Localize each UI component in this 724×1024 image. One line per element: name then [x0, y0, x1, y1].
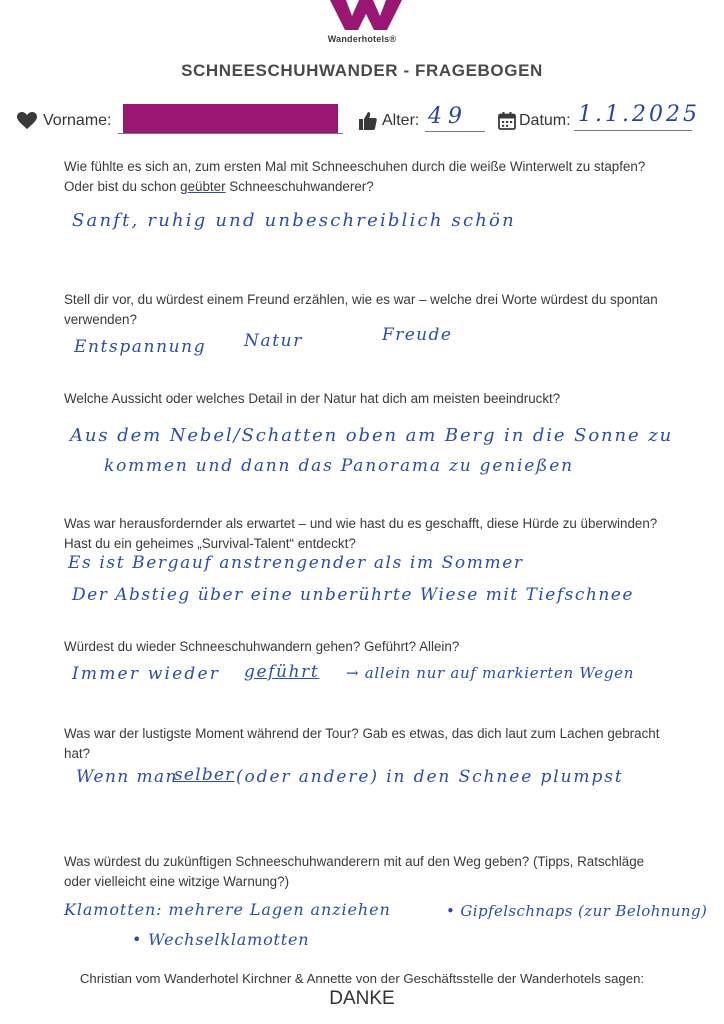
answer-5-part-3: → allein nur auf markierten Wegen	[346, 664, 635, 682]
question-4: Was war herausfordernder als erwartet – und wie hast du es geschafft, diese Hürde zu überwinden? Hast du ein geheimes „Survival-Talent“ entdeckt?	[64, 516, 658, 551]
question-3: Welche Aussicht oder welches Detail in der Natur hat dich am meisten beeindruckt?	[64, 391, 561, 406]
answer-7-tip-2: • Gipfelschnaps (zur Belohnung)	[446, 902, 708, 920]
datum-value: 1.1.2025	[578, 102, 700, 127]
answer-4-line-1: Es ist Bergauf anstrengender als im Sommer	[68, 553, 524, 573]
question-1: Wie fühlte es sich an, zum ersten Mal mit Schneeschuhen durch die weiße Winterwelt zu stapfen? Oder bist du schon geübter Schneeschuhwanderer?	[64, 159, 646, 194]
question-5: Würdest du wieder Schneeschuhwandern gehen? Geführt? Allein?	[64, 639, 460, 654]
vorname-label: Vorname:	[43, 112, 112, 129]
vorname-line	[118, 133, 343, 134]
brand-name: Wanderhotels®	[327, 34, 397, 44]
answer-3-line-1: Aus dem Nebel/Schatten oben am Berg in die Sonne zu	[70, 425, 674, 446]
answer-5-part-1: Immer wieder	[72, 664, 221, 684]
answer-2-word-2: Natur	[244, 331, 303, 351]
footer-text: Christian vom Wanderhotel Kirchner & Annette von der Geschäftsstelle der Wanderhotels sagen:	[79, 971, 645, 986]
answer-6-part-2: selber	[174, 765, 235, 785]
vorname-redaction	[123, 104, 338, 134]
thanks-text: DANKE	[329, 988, 395, 1009]
thumbs-up-icon	[359, 112, 377, 130]
alter-label: Alter:	[382, 112, 420, 129]
answer-6-part-1: Wenn man	[76, 767, 178, 787]
calendar-icon	[498, 112, 516, 130]
answer-3-line-2: kommen und dann das Panorama zu genießen	[104, 456, 574, 476]
answer-2-word-1: Entspannung	[74, 337, 207, 357]
datum-label: Datum:	[519, 112, 571, 129]
question-6: Was war der lustigste Moment während der Tour? Gab es etwas, das dich laut zum Lachen gebracht hat?	[64, 726, 660, 761]
heart-icon	[17, 112, 37, 130]
answer-2-word-3: Freude	[382, 325, 453, 345]
datum-line	[574, 130, 692, 131]
question-7: Was würdest du zukünftigen Schneeschuhwanderern mit auf den Weg geben? (Tipps, Ratschläge oder vielleicht eine witzige Warnung?)	[64, 854, 645, 889]
answer-4-line-2: Der Abstieg über eine unberührte Wiese mit Tiefschnee	[72, 585, 634, 605]
answer-1: Sanft, ruhig und unbeschreiblich schön	[72, 210, 516, 231]
question-2: Stell dir vor, du würdest einem Freund erzählen, wie es war – welche drei Worte würdest du spontan verwenden?	[64, 292, 658, 327]
w-logo-icon	[328, 0, 404, 30]
answer-7-line-1: Klamotten: mehrere Lagen anziehen	[64, 900, 391, 919]
answer-5-part-2: geführt	[244, 662, 320, 682]
page-title: SCHNEESCHUHWANDER - FRAGEBOGEN	[181, 61, 543, 80]
alter-line	[425, 131, 485, 132]
answer-6-part-3: (oder andere) in den Schnee plumpst	[236, 767, 624, 787]
answer-7-tip-3: • Wechselklamotten	[132, 930, 310, 949]
alter-value: 49	[428, 104, 468, 129]
